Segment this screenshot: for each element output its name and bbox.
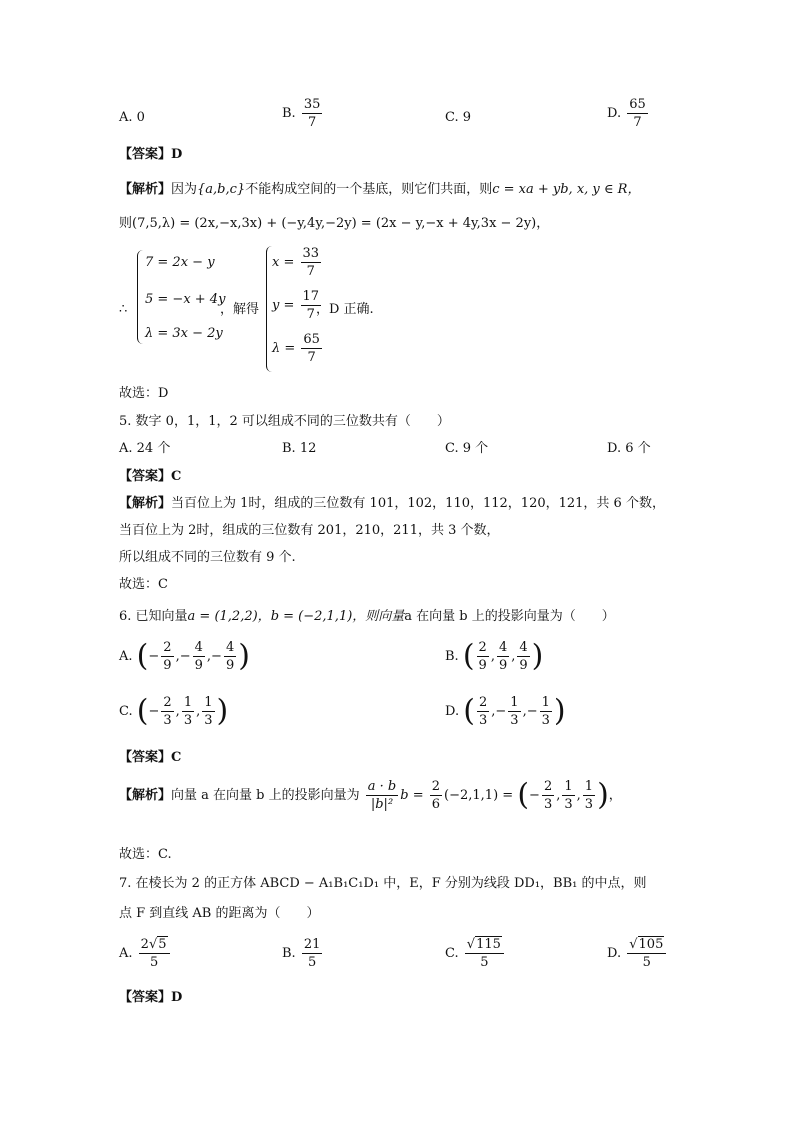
q6-option-a-sign-0: − — [148, 649, 160, 664]
q4-analysis-text-b: 不能构成空间的一个基底，则它们共面，则 — [245, 182, 493, 197]
q6-option-c-sign-0: − — [148, 704, 160, 719]
q4-answer: 【答案】D — [119, 147, 183, 162]
q4-sys-left-3 — [145, 327, 223, 340]
q6-result-num-0: 2 — [543, 779, 553, 794]
q4-sys-right-3-var: λ = — [272, 341, 296, 356]
q6-analysis: 【解析】向量 a 在向量 b 上的投影向量为 $\frac{a \cdot b}{\text{|b|²}}$ b = $\frac{2}{6}$ (−2,1,1) = (− $\frac{2}{3}$ , $\frac{1}{3}$ , $\frac{1}{3}$ )， — [119, 777, 622, 813]
q6-answer: 【答案】C — [119, 750, 182, 765]
q6-option-d-num-2: 1 — [541, 695, 550, 710]
q7-option-c — [445, 938, 506, 969]
q7-option-b-den: 5 — [307, 955, 317, 970]
q6-result-den-0: 3 — [543, 797, 553, 812]
q4-option-b-frac — [302, 98, 323, 129]
q7-option-a-label: A. — [119, 946, 133, 961]
q5-option-b: B. 12 — [282, 441, 317, 456]
q4-sys-right-2-var: y = — [272, 298, 295, 313]
q6-option-c-rparen: ) — [216, 693, 229, 729]
q6-coef-num: 2 — [431, 779, 441, 794]
q6-option-b-frac-1 — [497, 641, 509, 672]
q4-solve-text: ，解得 — [220, 302, 260, 317]
q7-option-b-num: 21 — [303, 937, 321, 952]
q4-sys-right-1-num: 33 — [302, 246, 320, 261]
q7-option-c-rad: 115 — [476, 937, 501, 952]
q7-option-a-coef: 2 — [140, 937, 149, 952]
q6-option-b: B. ( $\frac{2}{9}$ , $\frac{4}{9}$ , $\frac{4}{9}$ ) — [445, 638, 544, 674]
q6-vec-a: a = (1,2,2)， — [187, 609, 271, 624]
q7-option-b-frac — [302, 938, 323, 969]
q6-analysis-label: 【解析】 — [119, 788, 172, 803]
q6-option-c-num-1: 1 — [183, 695, 193, 710]
q7-option-d — [607, 938, 668, 969]
q6-option-b-lparen: ( — [462, 638, 475, 674]
q6-proj-frac — [366, 780, 398, 811]
q6-option-c-frac-0 — [161, 696, 173, 727]
q4-option-b — [282, 98, 324, 129]
q5-analysis-line1-text: 当百位上为 1时，组成的三位数有 101，102，110，112，120，121，共 6 个数， — [171, 496, 665, 511]
q7-option-d-frac — [627, 938, 666, 969]
q6-option-a-den-2: 9 — [225, 658, 235, 673]
q7-option-d-rad: 105 — [638, 937, 664, 952]
q6-option-b-num-0: 2 — [478, 640, 487, 655]
q4-sys-left-1-text: 7 = 2x − y — [145, 255, 215, 270]
q6-option-a-den-1: 9 — [194, 658, 203, 673]
q6-option-d-frac-2 — [540, 696, 552, 727]
q6-option-d-num-0: 2 — [478, 695, 488, 710]
q4-left-brace — [137, 250, 143, 344]
q6-option-c-den-1: 3 — [183, 713, 193, 728]
q4-sys-left-1 — [145, 256, 215, 269]
q6-option-d-num-1: 1 — [510, 695, 519, 710]
q6-coef-frac — [430, 780, 442, 811]
q6-option-a-den-0: 9 — [163, 658, 172, 673]
q5-analysis-line2: 当百位上为 2时，组成的三位数有 201，210，211，共 3 个数， — [119, 523, 500, 538]
q6-result-rparen: ) — [597, 777, 609, 813]
q7-option-d-num: √105 — [627, 938, 666, 954]
q6-option-b-num-1: 4 — [498, 640, 508, 655]
q6-question-b: a 在向量 b 上的投影向量为（ ） — [404, 609, 615, 624]
q5-analysis-line3: 所以组成不同的三位数有 9 个. — [119, 550, 296, 565]
q6-proj-b: b = — [400, 788, 424, 803]
q4-option-b-den: 7 — [307, 115, 317, 130]
q4-option-d-label: D. — [607, 106, 622, 121]
q4-conclusion: ，D 正确. — [316, 302, 374, 317]
q7-option-a-den: 5 — [149, 955, 159, 970]
q7-option-a-frac — [139, 938, 170, 969]
q6-option-b-rparen: ) — [531, 638, 544, 674]
q4-option-d-num: 65 — [629, 97, 646, 112]
q6-proj-num-text: a · b — [367, 779, 397, 794]
q6-option-d-rparen: ) — [553, 693, 566, 729]
q6-result-den-2: 3 — [584, 797, 594, 812]
q4-sys-right-1-frac — [301, 247, 322, 278]
q4-analysis-label: 【解析】 — [119, 182, 172, 197]
q4-option-b-num: 35 — [303, 97, 321, 112]
q6-option-a: A. (− $\frac{2}{9}$ ,− $\frac{4}{9}$ ,− $\frac{4}{9}$ ) — [119, 638, 250, 674]
q6-final: 故选：C. — [119, 847, 172, 862]
q4-sys-left-3-text: λ = 3x − 2y — [145, 326, 223, 341]
q6-result-num-2: 1 — [584, 779, 594, 794]
q6-result-num-1: 1 — [564, 779, 573, 794]
q4-option-d-den: 7 — [633, 115, 642, 130]
q4-sys-right-3-den: 7 — [307, 350, 316, 365]
q6-option-a-num-2: 4 — [225, 640, 235, 655]
q6-option-a-frac-0 — [161, 641, 173, 672]
q6-coef-den: 6 — [431, 797, 441, 812]
q7-option-a — [119, 938, 172, 969]
q6-option-d-den-0: 3 — [478, 713, 488, 728]
q7-option-c-frac — [465, 938, 504, 969]
q4-sys-right-3 — [272, 333, 324, 364]
q7-option-c-label: C. — [445, 946, 459, 961]
q6-question-a: 6. 已知向量 — [119, 609, 188, 624]
q7-option-b — [282, 938, 324, 969]
q6-vec-b: b = (−2,1,1)，则向量 — [270, 609, 405, 624]
q6-option-c-den-0: 3 — [163, 713, 172, 728]
q6-option-a-sign-1: − — [179, 649, 191, 664]
q6-option-d-sign-1: − — [495, 704, 507, 719]
q5-final: 故选：C — [119, 577, 168, 592]
q5-option-d: D. 6 个 — [607, 441, 651, 456]
q6-result-frac-1 — [562, 780, 574, 811]
q6-proj-den-text: |b|² — [370, 797, 394, 812]
q6-option-b-den-2: 9 — [519, 658, 528, 673]
q6-option-b-num-2: 4 — [519, 640, 528, 655]
q6-option-a-frac-1 — [193, 641, 205, 672]
q6-result-frac-0 — [542, 780, 554, 811]
q7-option-a-rad: 5 — [158, 937, 167, 952]
q6-option-b-den-0: 9 — [478, 658, 487, 673]
q6-option-d-frac-0 — [477, 696, 489, 727]
q4-sys-left-2 — [145, 293, 225, 306]
q6-option-c-label: C. — [119, 704, 133, 719]
q6-proj-den — [369, 796, 395, 811]
q4-sys-right-1-var: x = — [272, 255, 295, 270]
q4-analysis-line1 — [119, 183, 640, 196]
q4-analysis-text-a: 因为 — [171, 182, 198, 197]
q6-option-c: C. (− $\frac{2}{3}$ , $\frac{1}{3}$ , $\frac{1}{3}$ ) — [119, 693, 229, 729]
q4-sys-left-2-text: 5 = −x + 4y — [145, 292, 226, 307]
q6-option-b-den-1: 9 — [498, 658, 508, 673]
q7-option-a-num: 2√5 — [139, 938, 170, 954]
q6-option-c-den-2: 3 — [204, 713, 213, 728]
q7-question-line1: 7. 在棱长为 2 的正方体 ABCD − A₁B₁C₁D₁ 中，E，F 分别为线段 DD₁，BB₁ 的中点，则 — [119, 876, 647, 891]
q4-analysis-line2: 则(7,5,λ) = (2x,−x,3x) + (−y,4y,−2y) = (2x − y,−x + 4y,3x − 2y)， — [119, 216, 550, 231]
q6-option-a-label: A. — [119, 649, 133, 664]
q7-option-b-label: B. — [282, 946, 296, 961]
q5-answer: 【答案】C — [119, 469, 182, 484]
q6-option-d-label: D. — [445, 704, 460, 719]
q6-option-d-den-1: 3 — [510, 713, 519, 728]
q6-option-d-lparen: ( — [463, 693, 475, 729]
q6-option-c-frac-1 — [182, 696, 194, 727]
q5-question: 5. 数字 0，1，1，2 可以组成不同的三位数共有（ ） — [119, 414, 450, 429]
q7-option-d-den: 5 — [642, 955, 651, 970]
q4-sys-right-2-num: 17 — [302, 289, 320, 304]
q6-option-d-sign-2: − — [526, 704, 538, 719]
q6-option-d-frac-1 — [508, 696, 520, 727]
q6-option-a-rparen: ) — [238, 638, 250, 674]
q4-option-d — [607, 98, 650, 129]
q6-option-a-num-0: 2 — [163, 640, 172, 655]
q7-option-c-den: 5 — [480, 955, 489, 970]
q4-option-b-label: B. — [282, 106, 296, 121]
q7-question-line2: 点 F 到直线 AB 的距离为（ ） — [119, 906, 320, 921]
q6-option-b-frac-0 — [477, 641, 489, 672]
q4-sys-right-2-den: 7 — [306, 307, 315, 322]
q7-answer: 【答案】D — [119, 990, 183, 1005]
q4-analysis-text-c: c = xa + yb, x, y ∈ R， — [492, 182, 641, 197]
q6-analysis-text: 向量 a 在向量 b 上的投影向量为 — [171, 788, 360, 803]
q4-final: 故选：D — [119, 386, 169, 401]
q6-option-a-sign-2: − — [211, 649, 222, 664]
q4-sys-right-3-frac — [301, 333, 322, 364]
q6-option-c-num-2: 1 — [204, 695, 213, 710]
q4-sys-right-1 — [272, 247, 323, 278]
q6-option-d-den-2: 3 — [541, 713, 550, 728]
q4-option-c: C. 9 — [445, 110, 472, 125]
q4-option-d-frac — [627, 98, 648, 129]
q6-option-c-num-0: 2 — [163, 695, 172, 710]
q6-result-lparen: ( — [517, 777, 530, 813]
q4-analysis-set: {a,b,c} — [197, 182, 246, 197]
q6-option-b-label: B. — [445, 649, 459, 664]
q6-option-a-frac-2 — [224, 641, 236, 672]
q6-coef-vec: (−2,1,1) = — [444, 788, 514, 803]
q6-result-frac-2 — [583, 780, 595, 811]
q4-option-a: A. 0 — [119, 110, 145, 125]
q5-option-c: C. 9 个 — [445, 441, 489, 456]
q4-sys-right-3-num: 65 — [303, 332, 320, 347]
q6-question — [119, 610, 615, 623]
q6-result-den-1: 3 — [564, 797, 573, 812]
q4-sys-right-1-den: 7 — [306, 264, 315, 279]
q5-analysis-label: 【解析】 — [119, 496, 172, 511]
q5-option-a: A. 24 个 — [119, 441, 171, 456]
q6-option-c-lparen: ( — [136, 693, 149, 729]
q6-option-c-frac-2 — [202, 696, 214, 727]
q6-option-a-lparen: ( — [136, 638, 149, 674]
q6-result-sign-0: − — [529, 788, 540, 803]
q6-option-d: D. ( $\frac{2}{3}$ ,− $\frac{1}{3}$ ,− $\frac{1}{3}$ ) — [445, 693, 566, 729]
q7-option-c-num: √115 — [465, 938, 504, 954]
q6-option-b-frac-2 — [517, 641, 529, 672]
q6-proj-num — [366, 780, 398, 796]
q7-option-d-label: D. — [607, 946, 622, 961]
q5-analysis-line1 — [119, 497, 665, 510]
q6-option-a-num-1: 4 — [194, 640, 203, 655]
q4-therefore: ∴ — [119, 302, 128, 317]
